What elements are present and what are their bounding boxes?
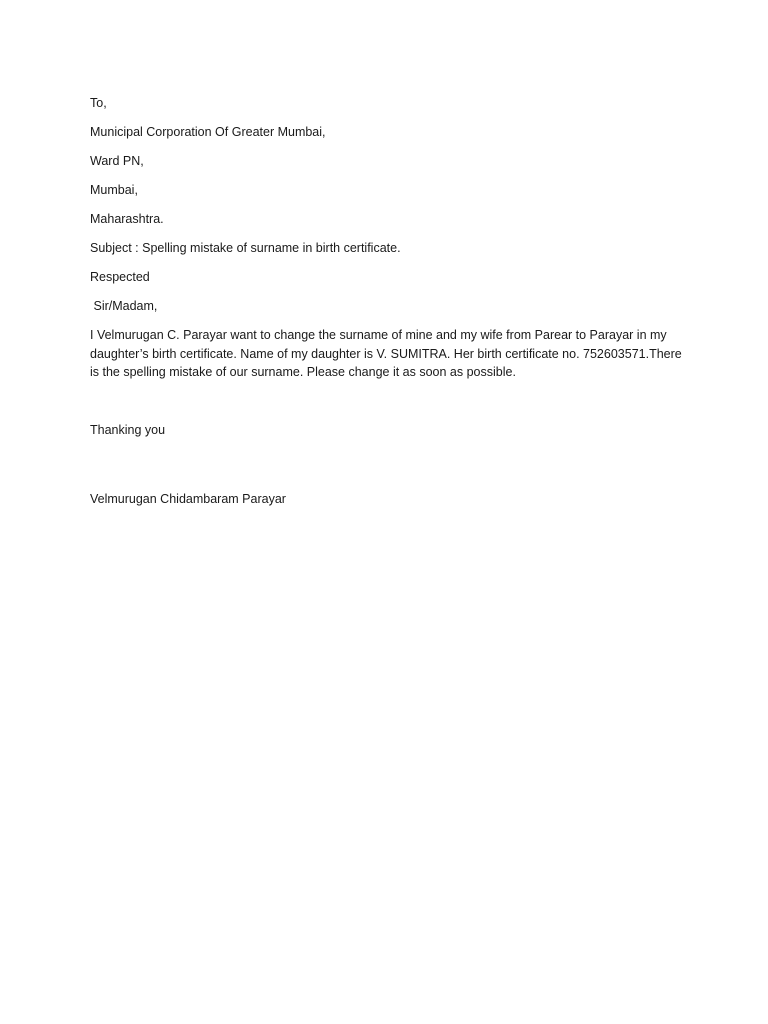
subject-line: Subject : Spelling mistake of surname in birth certificate. xyxy=(90,241,401,255)
letter-body xyxy=(90,94,686,519)
address-line-organization: Municipal Corporation Of Greater Mumbai, xyxy=(90,125,326,139)
blank-line xyxy=(90,382,686,421)
address-line-ward: Ward PN, xyxy=(90,154,144,168)
closing-line: Thanking you xyxy=(90,422,166,437)
address-line-state: Maharashtra. xyxy=(90,212,164,226)
signature-name: Velmurugan Chidambaram Parayar xyxy=(90,491,286,506)
blank-line xyxy=(90,450,686,490)
body-paragraph: I Velmurugan C. Parayar want to change the surname of mine and my wife from Parear to Parayar in my daughter’s birth certificate. Name of my daughter is V. SUMITRA. Her birth certificate no. 752603571.There is the spelling mistake of our surname. Please change it as soon as possible. xyxy=(90,328,686,379)
recipient-to: To, xyxy=(90,96,107,110)
salutation-respected: Respected xyxy=(90,270,150,284)
salutation-sir-madam: Sir/Madam, xyxy=(90,299,158,313)
address-line-city: Mumbai, xyxy=(90,183,138,197)
